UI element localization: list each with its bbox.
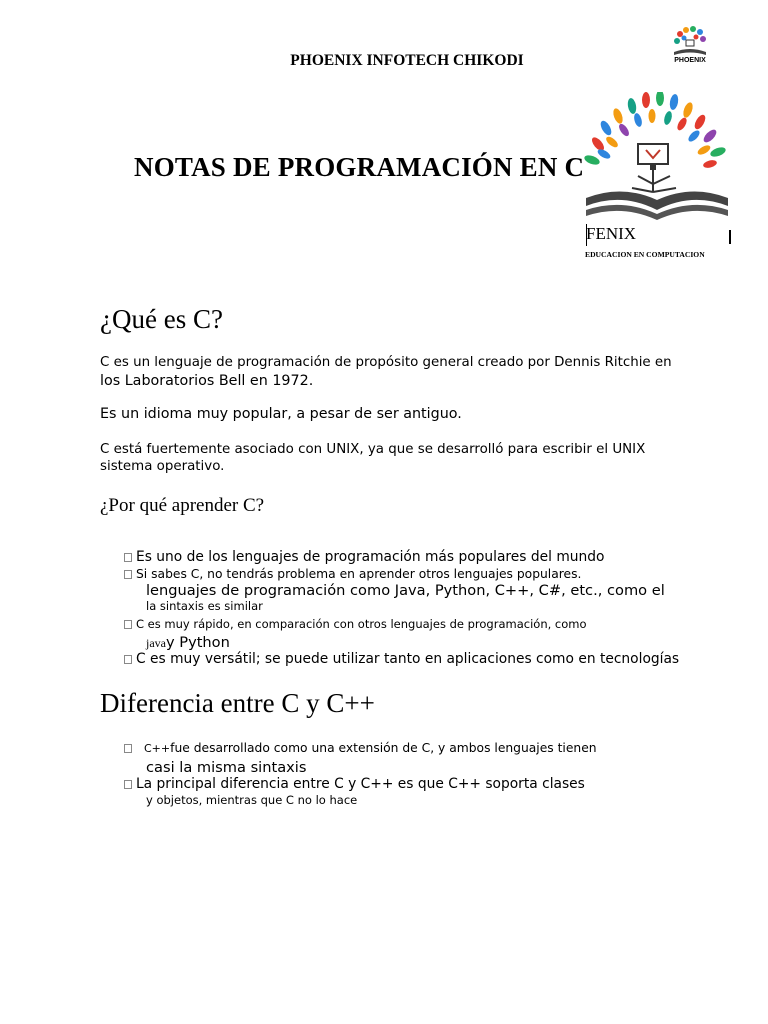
bullet-box-icon — [124, 744, 132, 753]
bullet-box-icon — [124, 620, 132, 629]
bullet-box-icon — [124, 780, 132, 789]
list-item-continuation: javay Python — [146, 634, 230, 651]
paragraph-line: Es un idioma muy popular, a pesar de ser antiguo. — [100, 406, 462, 422]
section-heading-what-is-c: ¿Qué es C? — [100, 304, 223, 334]
section-heading-why-learn-c: ¿Por qué aprender C? — [100, 495, 265, 516]
paragraph-line: C es un lenguaje de programación de propósito general creado por Dennis Ritchie en — [100, 355, 672, 370]
paragraph-line: sistema operativo. — [100, 459, 225, 474]
page-title: NOTAS DE PROGRAMACIÓN EN C — [134, 152, 585, 182]
phoenix-logo-icon — [666, 24, 714, 74]
section-heading-c-vs-cpp: Diferencia entre C y C++ — [100, 688, 375, 718]
list-item-continuation: y objetos, mientras que C no lo hace — [146, 793, 358, 807]
list-item-continuation: la sintaxis es similar — [146, 599, 263, 613]
tree-book-logo-icon — [582, 92, 732, 222]
list-item: C++fue desarrollado como una extensión de C, y ambos lenguajes tienen — [124, 741, 597, 755]
list-item: C es muy rápido, en comparación con otros lenguajes de programación, como — [124, 617, 587, 631]
list-item-continuation: casi la misma sintaxis — [146, 759, 307, 776]
fenix-brand-text: FENIX — [586, 224, 637, 243]
list-item: Es uno de los lenguajes de programación más populares del mundo — [124, 549, 604, 565]
bullet-box-icon — [124, 655, 132, 664]
small-logo-label: PHOENIX — [674, 57, 706, 64]
header-organization: PHOENIX INFOTECH CHIKODI — [290, 52, 524, 69]
list-item: La principal diferencia entre C y C++ es que C++ soporta clases — [124, 776, 585, 792]
list-item-continuation: lenguajes de programación como Java, Python, C++, C#, etc., como el — [146, 582, 665, 599]
fenix-tagline: EDUCACION EN COMPUTACION — [585, 250, 705, 259]
paragraph-line: los Laboratorios Bell en 1972. — [100, 373, 314, 389]
bullet-box-icon — [124, 553, 132, 562]
paragraph-line: C está fuertemente asociado con UNIX, ya que se desarrolló para escribir el UNIX — [100, 442, 646, 457]
list-item: C es muy versátil; se puede utilizar tanto en aplicaciones como en tecnologías — [124, 651, 679, 667]
fenix-right-rule — [729, 230, 731, 244]
list-item: Si sabes C, no tendrás problema en aprender otros lenguajes populares. — [124, 567, 581, 581]
bullet-box-icon — [124, 570, 132, 579]
